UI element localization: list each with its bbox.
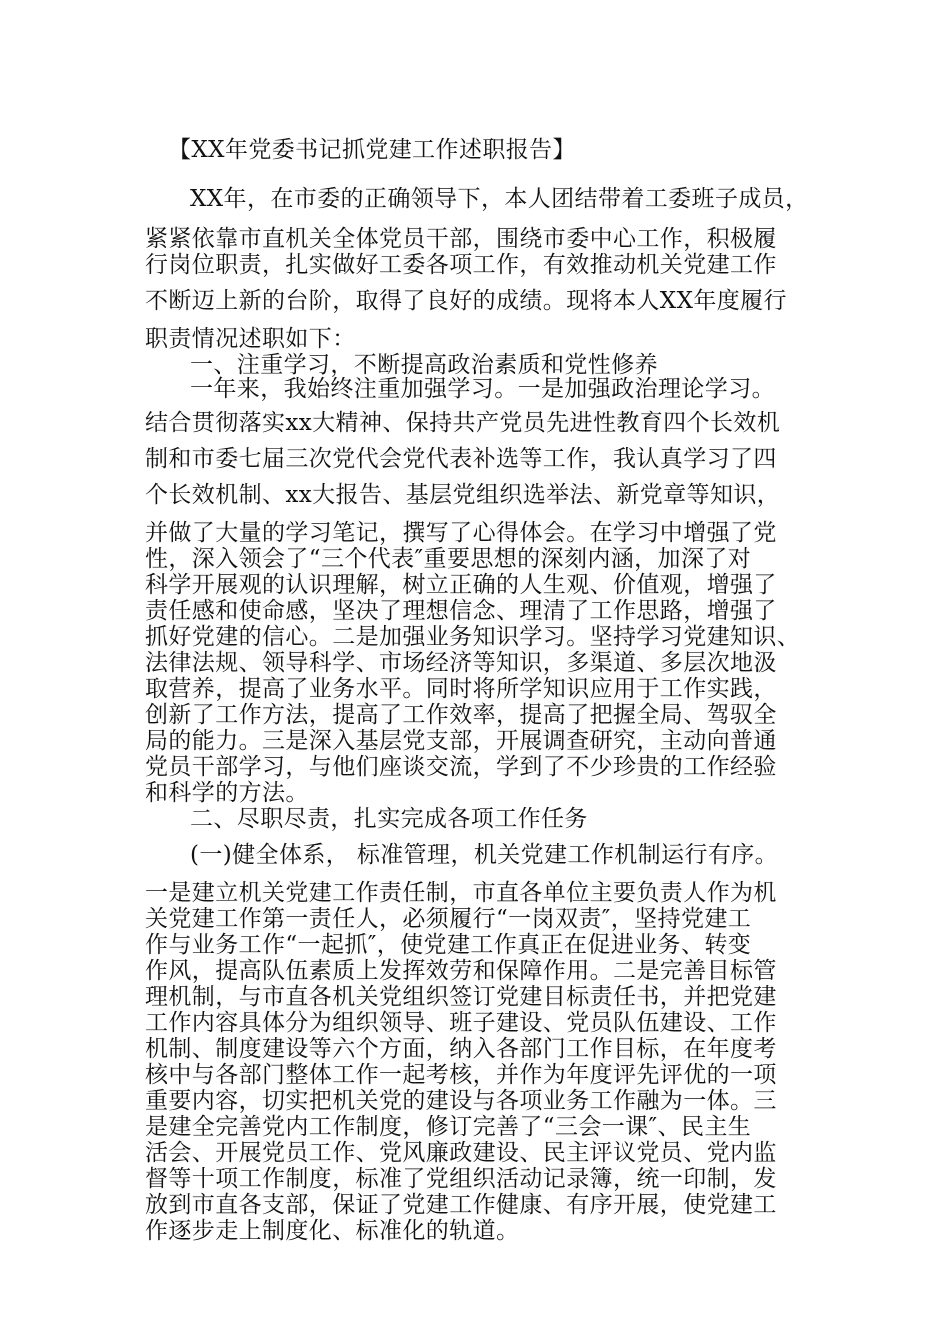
paragraph-line: 责任感和使命感，坚决了理想信念、理清了工作思路，增强了 xyxy=(145,598,777,624)
paragraph-line: 抓好党建的信心。二是加强业务知识学习。坚持学习党建知识、 xyxy=(145,624,801,650)
paragraph-line: 并做了大量的学习笔记，撰写了心得体会。在学习中增强了党 xyxy=(145,520,777,546)
paragraph-line: 机制、制度建设等六个方面，纳入各部门工作目标，在年度考 xyxy=(145,1036,777,1062)
paragraph-line: 职责情况述职如下： xyxy=(145,326,356,352)
paragraph-line: 局的能力。三是深入基层党支部，开展调查研究，主动向普通 xyxy=(145,728,777,754)
paragraph-line: 活会、开展党员工作、党风廉政建设、民主评议党员、党内监 xyxy=(145,1140,777,1166)
paragraph-line: 法律法规、领导科学、市场经济等知识，多渠道、多层次地汲 xyxy=(145,650,777,676)
subsection-heading: (一)健全体系， 标准管理，机关党建工作机制运行有序。 xyxy=(190,842,779,868)
paragraph-line: 不断迈上新的台阶，取得了良好的成绩。现将本人XX年度履行 xyxy=(145,288,787,314)
paragraph-line: 行岗位职责，扎实做好工委各项工作，有效推动机关党建工作 xyxy=(145,252,777,278)
paragraph-line: 制和市委七届三次党代会党代表补选等工作，我认真学习了四 xyxy=(145,446,777,472)
paragraph-line: XX年，在市委的正确领导下，本人团结带着工委班子成员， xyxy=(190,186,809,212)
paragraph-line: 作与业务工作“一起抓″，使党建工作真正在促进业务、转变 xyxy=(145,932,752,958)
paragraph-line: 一是建立机关党建工作责任制，市直各单位主要负责人作为机 xyxy=(145,880,777,906)
paragraph-line: 紧紧依靠市直机关全体党员干部，围绕市委中心工作，积极履 xyxy=(145,226,777,252)
document-title: 【XX年党委书记抓党建工作述职报告】 xyxy=(168,137,576,163)
paragraph-line: 一年来，我始终注重加强学习。一是加强政治理论学习。 xyxy=(190,376,775,402)
section-heading: 二、尽职尽责，扎实完成各项工作任务 xyxy=(190,806,588,832)
section-heading: 一、注重学习，不断提高政治素质和党性修养 xyxy=(190,352,658,378)
paragraph-line: 督等十项工作制度，标准了党组织活动记录簿，统一印制，发 xyxy=(145,1166,777,1192)
paragraph-line: 重要内容，切实把机关党的建设与各项业务工作融为一体。三 xyxy=(145,1088,777,1114)
paragraph-line: 核中与各部门整体工作一起考核，并作为年度评先评优的一项 xyxy=(145,1062,777,1088)
paragraph-line: 理机制，与市直各机关党组织签订党建目标责任书，并把党建 xyxy=(145,984,777,1010)
paragraph-line: 和科学的方法。 xyxy=(145,780,309,806)
paragraph-line: 个长效机制、xx大报告、基层党组织选举法、新党章等知识， xyxy=(145,482,781,508)
paragraph-line: 创新了工作方法，提高了工作效率，提高了把握全局、驾驭全 xyxy=(145,702,777,728)
paragraph-line: 作逐步走上制度化、标准化的轨道。 xyxy=(145,1218,520,1244)
paragraph-line: 性，深入领会了“三个代表″重要思想的深刻内涵，加深了对 xyxy=(145,546,752,572)
paragraph-line: 党员干部学习，与他们座谈交流，学到了不少珍贵的工作经验 xyxy=(145,754,777,780)
paragraph-line: 科学开展观的认识理解，树立正确的人生观、价值观，增强了 xyxy=(145,572,777,598)
paragraph-line: 关党建工作第一责任人，必须履行“一岗双责″，坚持党建工 xyxy=(145,906,752,932)
paragraph-line: 取营养，提高了业务水平。同时将所学知识应用于工作实践， xyxy=(145,676,777,702)
paragraph-line: 放到市直各支部，保证了党建工作健康、有序开展，使党建工 xyxy=(145,1192,777,1218)
paragraph-line: 工作内容具体分为组织领导、班子建设、党员队伍建设、工作 xyxy=(145,1010,777,1036)
paragraph-line: 是建全完善党内工作制度，修订完善了“三会一课″、民主生 xyxy=(145,1114,752,1140)
paragraph-line: 结合贯彻落实xx大精神、保持共产党员先进性教育四个长效机 xyxy=(145,410,781,436)
paragraph-line: 作风，提高队伍素质上发挥效劳和保障作用。二是完善目标管 xyxy=(145,958,777,984)
